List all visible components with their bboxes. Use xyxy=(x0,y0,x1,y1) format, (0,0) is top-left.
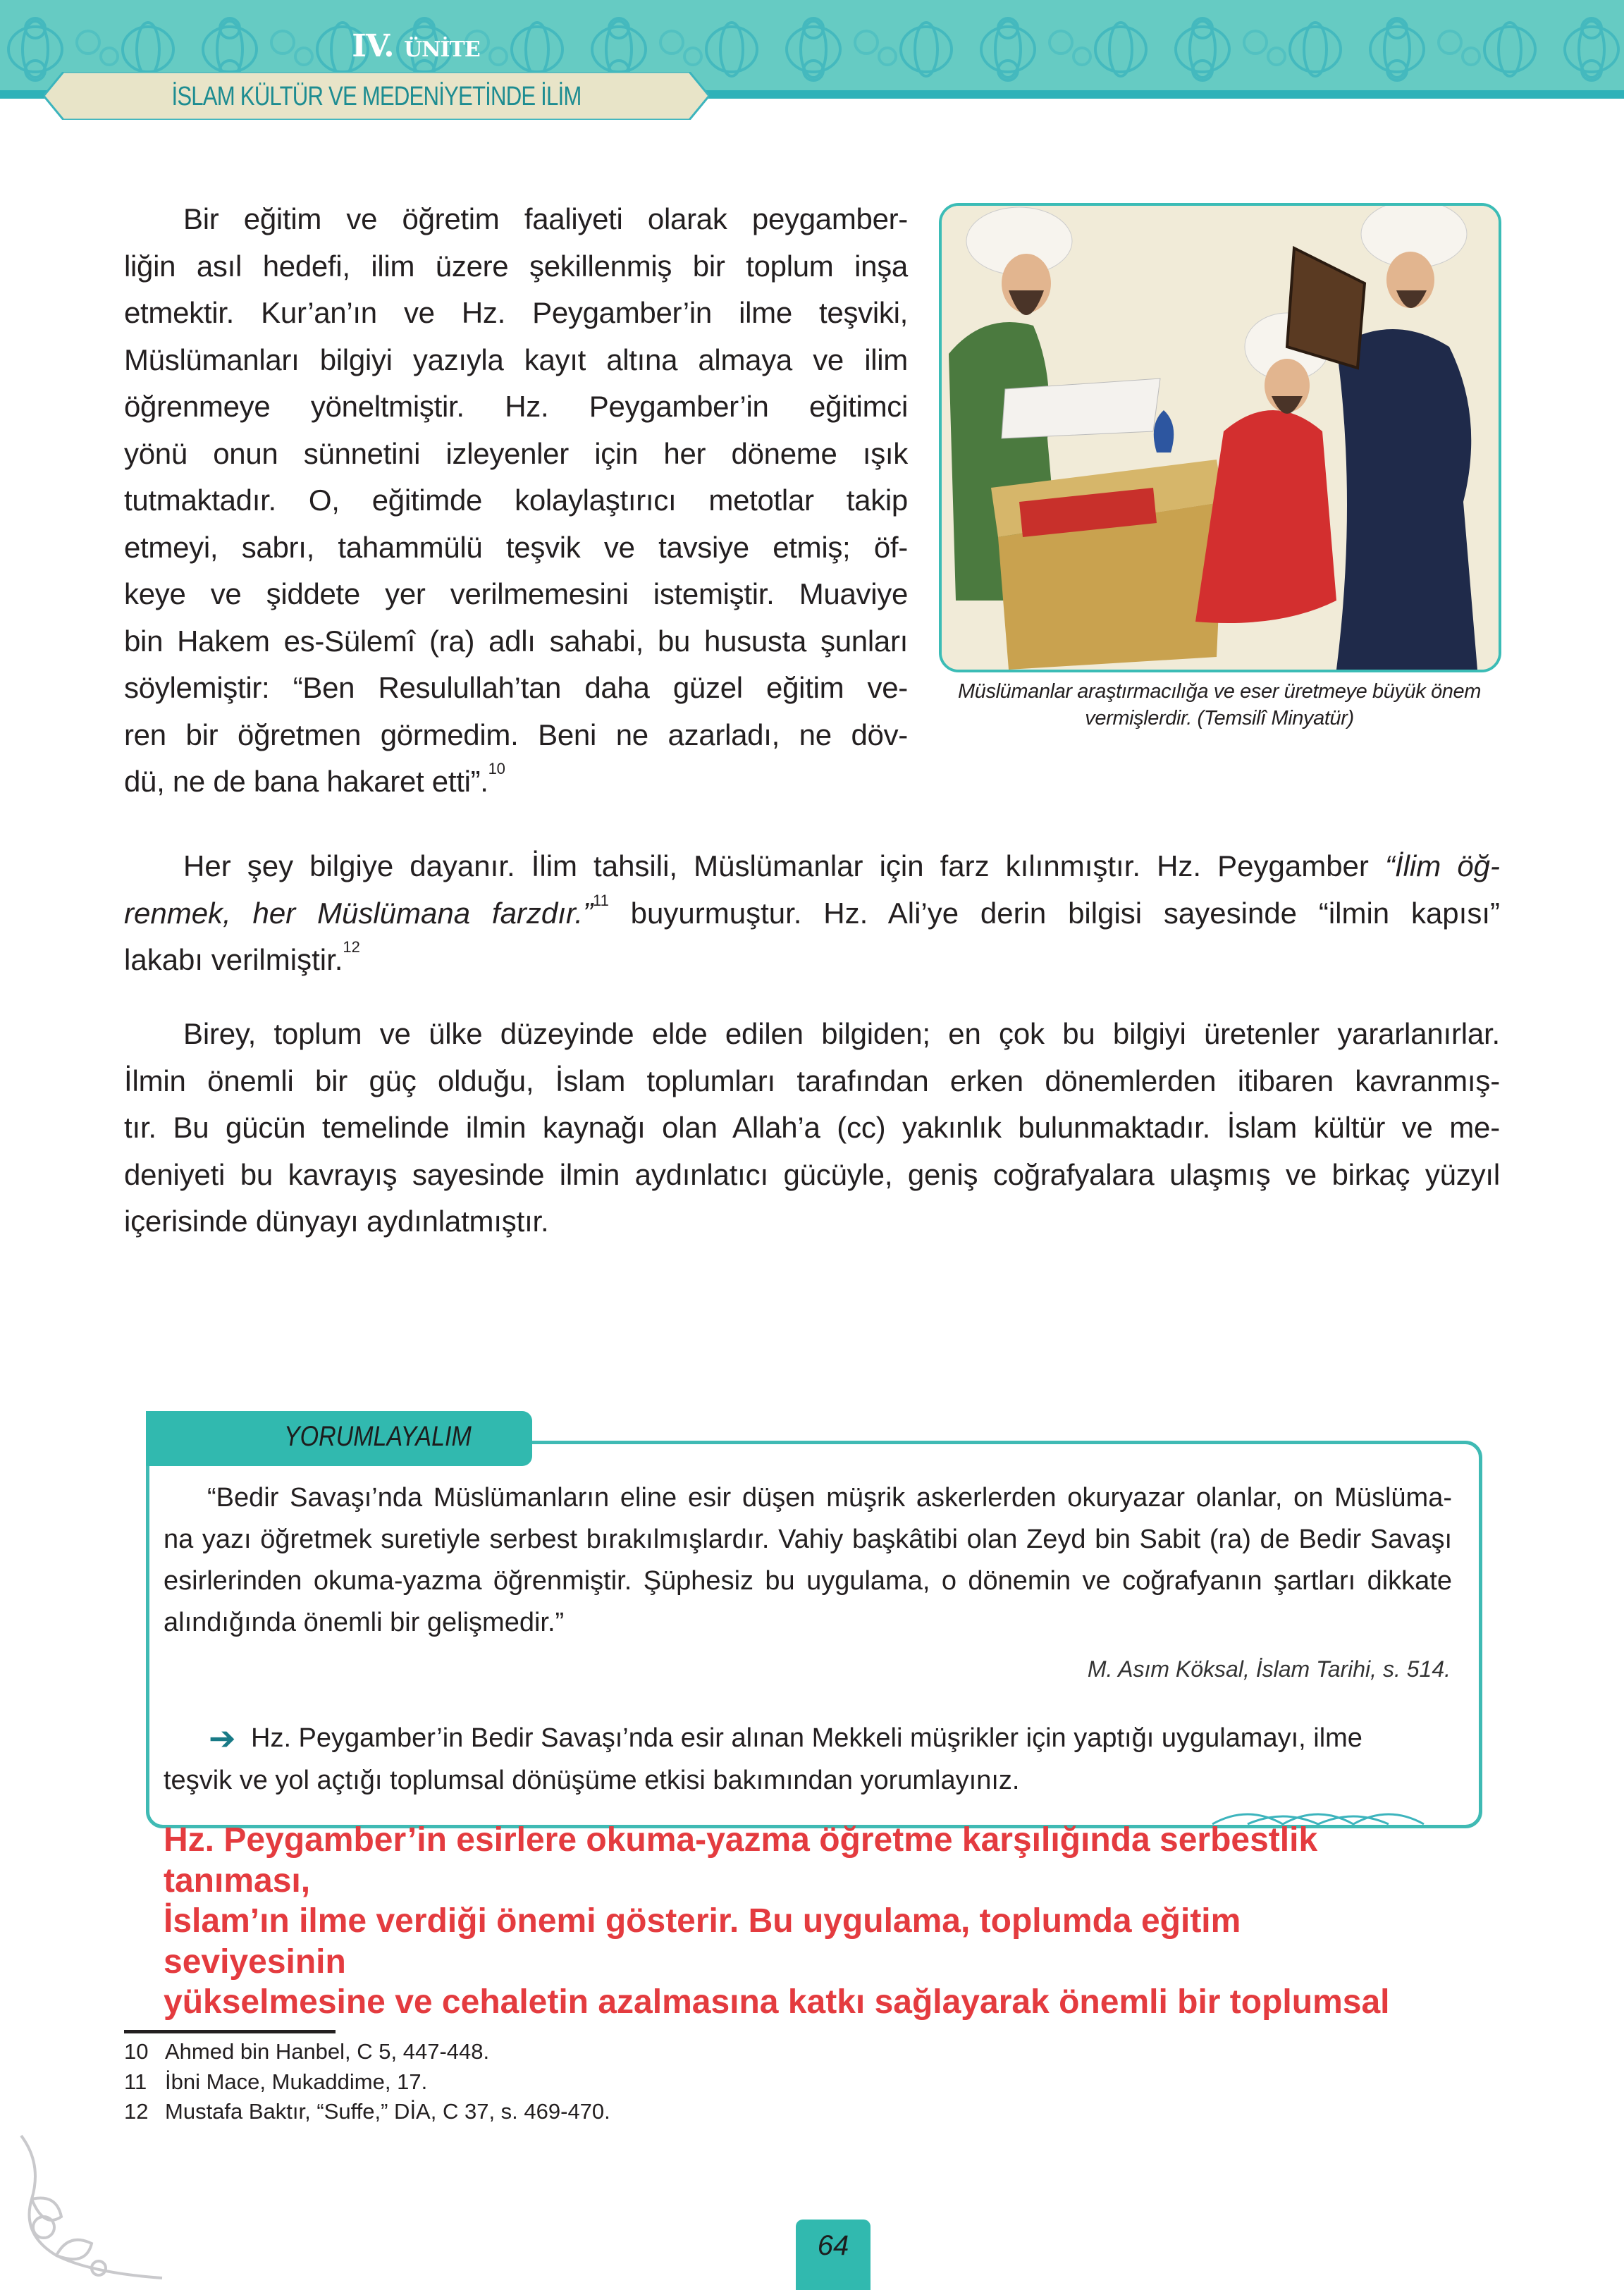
text-segment: etmeyi, sabrı, tahammülü teşvik ve tavsiye etmiş; öf- xyxy=(124,530,908,564)
text-segment: Bir eğitim ve öğretim faaliyeti olarak peygamber- xyxy=(183,202,908,235)
text-line xyxy=(124,1198,1500,1245)
text-segment: deniyeti bu kavrayış sayesinde ilmin aydınlatıcı gücüyle, geniş coğrafyalara ulaşmış ve birkaç yüzyıl xyxy=(124,1157,1500,1191)
figure-caption xyxy=(930,678,1508,732)
caption-line: vermişlerdir. (Temsilî Minyatür) xyxy=(1085,707,1354,730)
miniature-illustration xyxy=(939,203,1501,672)
footnotes xyxy=(124,2037,610,2127)
text-segment: İlmin önemli bir güç olduğu, İslam toplumları tarafından erken dönemlerden itibaren kavranmış- xyxy=(124,1064,1500,1097)
unit-word: ÜNİTE xyxy=(403,37,480,62)
text-segment: lakabı verilmiştir. xyxy=(124,943,343,976)
text-segment: bin Hakem es-Sülemî (ra) adlı sahabi, bu hususta şunları xyxy=(124,624,908,658)
paragraph-2 xyxy=(124,843,1500,984)
paragraph-3 xyxy=(124,1011,1500,1245)
text-line xyxy=(124,890,1500,937)
footnote-text: Mustafa Baktır, “Suffe,” DİA, C 37, s. 469-470. xyxy=(165,2099,610,2124)
text-line xyxy=(124,1058,1500,1105)
activity-tab xyxy=(146,1411,532,1466)
text-segment: keye ve şiddete yer verilmemesini istemiştir. Muaviye xyxy=(124,577,908,610)
text-segment: tutmaktadır. O, eğitimde kolaylaştırıcı metotlar takip xyxy=(124,484,908,517)
footnote xyxy=(124,2067,610,2098)
text-segment: söylemiştir: “Ben Resulullah’tan daha güzel eğitim ve- xyxy=(124,671,908,704)
text-segment: Birey, toplum ve ülke düzeyinde elde edilen bilgiden; en çok bu bilgiyi üretenler yararlanırlar. xyxy=(183,1017,1500,1050)
text-segment: ren bir öğretmen görmedim. Beni ne azarladı, ne döv- xyxy=(124,718,908,751)
arrow-right-icon: ➔ xyxy=(209,1720,236,1756)
caption-line: Müslümanlar araştırmacılığa ve eser üretmeye büyük önem xyxy=(958,680,1481,703)
footnote-divider xyxy=(124,2030,336,2033)
text-segment: Her şey bilgiye dayanır. İlim tahsili, Müslümanlar için farz kılınmıştır. Hz. Peygamber xyxy=(183,849,1385,882)
text-line xyxy=(124,843,1500,890)
footnote-text: İbni Mace, Mukaddime, 17. xyxy=(165,2069,428,2094)
text-line xyxy=(124,524,908,572)
text-line xyxy=(124,290,908,337)
text-segment: renmek, her Müslümana farzdır.” xyxy=(124,896,593,930)
footnote-ref: 11 xyxy=(593,891,609,909)
text-line xyxy=(124,712,908,759)
question-line: teşvik ve yol açtığı toplumsal dönüşüme etkisi bakımından yorumlayınız. xyxy=(164,1766,1020,1795)
text-line xyxy=(124,665,908,712)
text-line xyxy=(124,1152,1500,1199)
answer-line: İslam’ın ilme verdiği önemi gösterir. Bu uygulama, toplumda eğitim xyxy=(164,1902,1241,1940)
answer-line: Hz. Peygamber’in esirlere okuma-yazma öğretme karşılığında serbestlik xyxy=(164,1821,1318,1859)
corner-floral-ornament xyxy=(7,2129,169,2284)
footnote-text: Ahmed bin Hanbel, C 5, 447-448. xyxy=(165,2039,490,2064)
unit-title: İSLAM KÜLTÜR VE MEDENİYETİNDE İLİM xyxy=(171,82,582,111)
activity-title: YORUMLAYALIM xyxy=(284,1421,472,1452)
answer-line: tanıması, xyxy=(164,1861,311,1900)
footnote-number: 11 xyxy=(124,2069,147,2094)
activity-quote xyxy=(164,1477,1452,1644)
question-line: Hz. Peygamber’in Bedir Savaşı’nda esir alınan Mekkeli müşrikler için yaptığı uygulamayı, ilme xyxy=(251,1723,1362,1753)
quote-citation: M. Asım Köksal, İslam Tarihi, s. 514. xyxy=(1087,1656,1451,1682)
text-segment: Müslümanları bilgiyi yazıyla kayıt altına almaya ve ilim xyxy=(124,343,908,376)
quote-line: “Bedir Savaşı’nda Müslümanların eline esir düşen müşrik askerlerden okuryazar olanlar, on Müslüma- xyxy=(207,1483,1452,1513)
text-line xyxy=(124,758,908,806)
text-line xyxy=(124,383,908,431)
page-number-tab xyxy=(796,2220,871,2290)
text-segment: içerisinde dünyayı aydınlatmıştır. xyxy=(124,1205,549,1238)
footnote-number: 10 xyxy=(124,2039,149,2064)
activity-question xyxy=(164,1717,1452,1802)
quote-line: alındığında önemli bir gelişmedir.” xyxy=(164,1608,565,1637)
text-segment: öğrenmeye yöneltmiştir. Hz. Peygamber’in eğitimci xyxy=(124,390,908,423)
page-number: 64 xyxy=(817,2230,849,2261)
footnote-number: 12 xyxy=(124,2099,149,2124)
text-segment: dü, ne de bana hakaret etti”. xyxy=(124,765,488,798)
footnote-ref: 12 xyxy=(343,938,360,956)
text-line xyxy=(124,431,908,478)
unit-label xyxy=(310,25,522,68)
intro-paragraph xyxy=(124,196,908,806)
quote-line: esirlerinden okuma-yazma öğrenmiştir. Şüphesiz bu uygulama, o dönemin ve coğrafyanın şartları dikkate xyxy=(164,1566,1452,1596)
answer-text xyxy=(164,1820,1503,2024)
text-segment: yönü onun sünnetini izleyenler için her döneme ışık xyxy=(124,436,908,470)
text-line xyxy=(124,1104,1500,1152)
quote-line: na yazı öğretmek suretiyle serbest bırakılmışlardır. Vahiy başkâtibi olan Zeyd bin Sabit (ra) de Bedir Savaşı xyxy=(164,1525,1452,1554)
text-line xyxy=(124,243,908,290)
text-segment: etmektir. Kur’an’ın ve Hz. Peygamber’in ilme teşviki, xyxy=(124,296,908,329)
text-line xyxy=(124,477,908,524)
text-line xyxy=(124,618,908,665)
footnote xyxy=(124,2037,610,2067)
text-line xyxy=(124,1011,1500,1058)
text-line xyxy=(124,937,1500,984)
text-line xyxy=(124,571,908,618)
text-segment: buyurmuştur. Hz. Ali’ye derin bilgisi sayesinde “ilmin kapısı” xyxy=(608,896,1500,930)
text-line xyxy=(124,337,908,384)
answer-line: seviyesinin xyxy=(164,1943,346,1981)
text-segment: “İlim öğ- xyxy=(1384,849,1500,882)
footnote xyxy=(124,2097,610,2127)
unit-number: IV. xyxy=(352,28,394,64)
text-line xyxy=(124,196,908,243)
text-segment: liğin asıl hedefi, ilim üzere şekillenmiş bir toplum inşa xyxy=(124,249,908,283)
footnote-ref: 10 xyxy=(488,760,505,777)
answer-line: yükselmesine ve cehaletin azalmasına katkı sağlayarak önemli bir toplumsal xyxy=(164,1983,1390,2021)
text-segment: tır. Bu gücün temelinde ilmin kaynağı olan Allah’a (cc) yakınlık bulunmaktadır. İslam kültür ve me- xyxy=(124,1111,1500,1144)
